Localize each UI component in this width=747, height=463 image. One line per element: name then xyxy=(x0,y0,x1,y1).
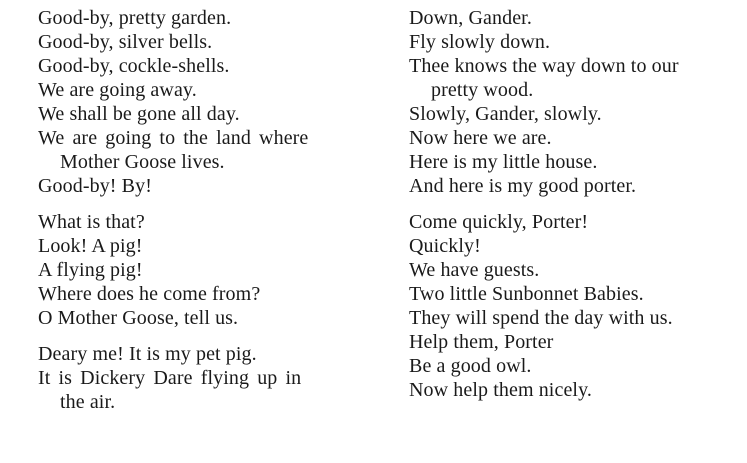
text-line: What is that? xyxy=(38,211,145,233)
text-line: Be a good owl. xyxy=(409,355,532,377)
stanza xyxy=(38,342,378,414)
stanza xyxy=(409,210,739,402)
text-line: Here is my little house. xyxy=(409,151,598,173)
text-line: Deary me! It is my pet pig. xyxy=(38,343,257,365)
text-line: We are going away. xyxy=(38,79,197,101)
text-line: Help them, Porter xyxy=(409,331,554,353)
text-line: We have guests. xyxy=(409,259,540,281)
text-line: Down, Gander. xyxy=(409,7,532,29)
text-line-continuation: pretty wood. xyxy=(431,79,534,101)
stanza xyxy=(38,210,378,330)
text-line: Two little Sunbonnet Babies. xyxy=(409,283,644,305)
text-line: Come quickly, Porter! xyxy=(409,211,589,233)
text-line: Fly slowly down. xyxy=(409,31,551,53)
text-line: Quickly! xyxy=(409,235,481,257)
text-line-continuation: Mother Goose lives. xyxy=(60,151,225,173)
text-line: A flying pig! xyxy=(38,259,143,281)
right-column xyxy=(409,6,739,414)
left-column xyxy=(38,6,378,426)
text-line: Now help them nicely. xyxy=(409,379,592,401)
text-line: Slowly, Gander, slowly. xyxy=(409,103,602,125)
text-line-continuation: the air. xyxy=(60,391,116,413)
text-line: Where does he come from? xyxy=(38,283,261,305)
text-line: We shall be gone all day. xyxy=(38,103,240,125)
stanza xyxy=(409,6,739,198)
text-line: Good-by, pretty garden. xyxy=(38,7,232,29)
text-line: Good-by, silver bells. xyxy=(38,31,213,53)
text-line: We are going to the land where xyxy=(38,127,309,149)
text-line: Now here we are. xyxy=(409,127,552,149)
text-line: It is Dickery Dare flying up in xyxy=(38,367,302,389)
text-line: Look! A pig! xyxy=(38,235,143,257)
text-line: Thee knows the way down to our xyxy=(409,55,679,77)
stanza xyxy=(38,6,378,198)
text-line: Good-by, cockle-shells. xyxy=(38,55,230,77)
text-line: And here is my good porter. xyxy=(409,175,637,197)
text-line: O Mother Goose, tell us. xyxy=(38,307,239,329)
text-line: They will spend the day with us. xyxy=(409,307,673,329)
text-line: Good-by! By! xyxy=(38,175,152,197)
